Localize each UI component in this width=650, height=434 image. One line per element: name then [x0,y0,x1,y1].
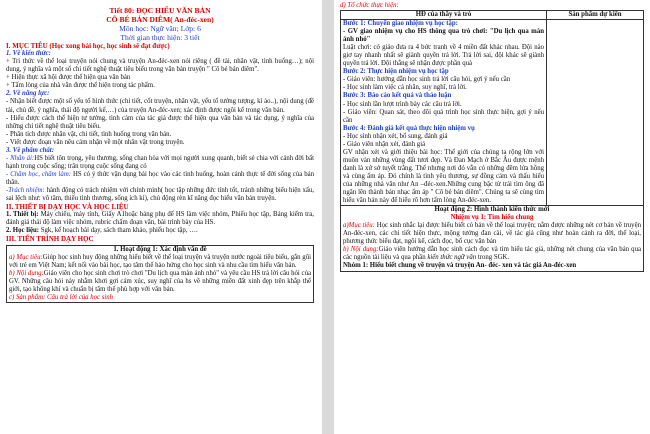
equipment-item [6,211,314,227]
quality-item [6,155,314,171]
duration: Thời gian thực hiện: 3 tiết [120,33,200,42]
quality-item [6,187,314,203]
competence-item: - Hiểu được cách thể hiện tư tưởng, tình cảm của tác giả được thể hiện qua văn bản và tác dụng, ý nghĩa của những chi tiết nghệ thuật tiêu biểu. [6,114,314,130]
objective-label: a) Mục tiêu: [9,253,43,261]
activities-cell [341,20,547,206]
materials-item [6,227,314,235]
quality-text: hành động có trách nhiệm với chính mình( học tập những đức tính tốt, tránh những biểu hiện xấu, sai lệch như: vô tâm, thiếu tình thương, sống ích kỉ), chủ động rèn kĩ năng đọc hiểu văn bản truyện. [6,187,314,203]
table-row [341,206,644,271]
page-left [0,0,322,434]
step-line: - Giáo viên: hướng dẫn học sinh trả lời câu hỏi, gợi ý nếu cần [343,76,511,84]
section-objectives: I. MỤC TIÊU (Học xong bài học, học sinh sẽ đạt được) [6,42,170,50]
lesson-title: Tiết 80: ĐỌC HIỂU VĂN BẢN [109,6,211,15]
step-line: - GV giao nhiệm vụ cho HS thông qua trò chơi: "Du lịch qua màn ảnh nhỏ" [343,28,545,44]
step-line: - Giáo viên nhận xét, đánh giá [343,140,426,148]
step-heading: Bước 1: Chuyển giao nhiệm vụ học tập: [343,20,458,28]
activity-2-title: Hoạt động 2: Hình thành kiến thức mới [434,206,550,214]
task-1-title: Nhiệm vụ 1: Tìm hiểu chung [450,214,534,222]
step-heading: Bước 4: Đánh giá kết quả thực hiện nhiệm vụ [343,124,475,132]
activity-2-cell [341,206,644,271]
products-cell [547,20,644,206]
knowledge-item: + Tri thức về thể loại truyện nói chung và truyện An-đéc-xen nói riêng ( đề tài, nhân vật, tình huống…); nội dung, ý nghĩa và một số chi tiết nghệ thuật tiêu biểu trong văn bản truyện " Cô bé bán diêm". [6,58,314,74]
knowledge-heading: 1. Về kiến thức: [6,50,51,58]
table-header-row [341,11,644,20]
group-1-task: Nhóm 1: Hiểu biết chung về truyện và truyện An- đéc- xen và tác giả An-đéc-xen [343,262,577,270]
lesson-title-block [6,6,314,42]
table-row [341,20,644,206]
page-right [334,0,650,434]
step-heading: Bước 3: Báo cáo kết quả và thảo luận [343,92,452,100]
activity-1-content [9,270,311,294]
equipment-text: Máy chiếu, máy tính, Giấy A1hoặc bảng phụ để HS làm việc nhóm, Phiếu học tập, Bảng kiểm tra, đánh giá thái độ làm việc nhóm, rubric chấm đoạn văn, bài trình bày của HS. [6,211,314,227]
competence-heading: 2. Về năng lực: [6,90,50,98]
content-text: Giáo viên hướng dẫn học sinh cách đọc và tìm hiểu tác giả, những nét chung của văn bản qua các nguồn tài liệu và qua phần [343,246,641,262]
quality-item [6,171,314,187]
section-process: III. TIẾN TRÌNH DẠY HỌC [6,235,94,244]
competence-item: - Phân tích được nhân vật, chi tiết, tình huống trong văn bản. [6,130,172,138]
quality-label: - Chăm học, chăm làm: [6,170,71,178]
objective-text: Học sinh nhắc lại được hiểu biết có bản về thể loại truyện; nắm được những nét cơ bản về truyện An-đéc-xen, các chi tiết hiện thực, mộng tưởng đan cài, về tác giả cũng như hoàn cảnh ra đời, thể loại, phương thức biểu đạt, ngôi kể, cách đọc, bố cục văn bản [343,222,641,246]
section-equipment: II. THIẾT BỊ DẠY HỌC VÀ HỌC LIỆU [6,203,129,212]
step-line: - Học sinh lần lượt trình bày các câu trả lời. [343,100,462,108]
materials-text: Sgk, kế hoạch bài dạy, sách tham khảo, phiếu học tập, …. [39,227,198,235]
activity-1-title: 1. Hoạt động 1: Xác định vấn đề [113,245,207,253]
objective-label: a)Mục tiêu: [343,222,375,230]
content-tail: trong SGK. [476,254,510,262]
knowledge-item: + Hiện thực xã hội được thể hiện qua văn bản [6,74,131,82]
header-activities: HĐ của thầy và trò [341,11,547,20]
activity-2-objective [343,222,641,246]
activity-1-box [6,245,314,303]
lesson-plan-table [340,10,644,272]
quality-heading: 3. Về phẩm chất: [6,146,54,154]
quality-text: HS có ý thức vận dụng bài học vào các tình huống, hoàn cảnh thực tế đời sống của bản thân. [6,170,315,186]
competence-item: - Nhận biết được một số yếu tố hình thức (chi tiết, cốt truyện, nhân vật, yếu tố tưởng tượng, kì ảo..), nội dung (đề tài, chủ đề, ý nghĩa, thái độ người kể,…) của truyện An-đéc-xen; xác định được ngôi kể trong văn bản. [6,98,314,114]
step-line: - Học sinh nhận xét, bổ sung, đánh giá [343,132,448,140]
header-products: Sản phẩm dự kiến [547,11,644,20]
step-line: Luật chơi: có giáo đưa ra 4 bức tranh về 4 miền đất khác nhau. Đội nào giơ tay nhanh nhất sẽ giành quyền trả lời. Trả lời sai, đội khác sẽ giành quyền trả lời. Đội thắng sẽ nhận được phần quà [343,44,545,68]
knowledge-item: + Tấm lòng của nhà văn được thể hiện trong tác phẩm. [6,82,155,90]
equipment-label: 1. Thiết bị: [6,211,39,219]
competence-item: - Viết được đoạn văn nêu cảm nhận về một nhân vật trong truyện. [6,138,185,146]
quality-text: HS biết tôn trọng, yêu thương, sống chan hòa với mọi người xung quanh, biết sẻ chia với cảnh đời bất hạnh trong cuộc sống; trân trọng cuộc sống đang có [6,154,314,170]
content-text: Giáo viên cho học sinh chơi trò chơi "Du lịch qua màn ảnh nhỏ" và yêu cầu HS trả lời câu hỏi của GV. Những câu hỏi này nhằm khơi gợi cảm xúc, suy nghĩ của hs về những miền đất xinh đẹp trên khắp thế giới, tạo không khí và chuẩn bị tâm thế phù hợp với văn bản. [9,269,311,293]
objective-text: Giúp học sinh huy động những hiểu biết về thể loại truyện và truyện nước ngoài tiêu biểu, gắn gũi với trẻ em Việt Nam; kết nối vào bài học, tạo tâm thế hào hứng cho học sinh và nhu cầu tìm hiểu văn bản. [9,253,311,269]
step-line: - Học sinh làm việc cá nhân, suy nghĩ, trả lời. [343,84,467,92]
organization-label: d) Tổ chức thực hiện: [340,2,399,9]
quality-label: -Trách nhiệm: [6,187,45,194]
content-italic: kiến thức ngữ văn [427,254,477,262]
subject-grade: Môn học: Ngữ văn; Lớp: 6 [119,24,201,33]
activity-1-product: c) Sản phẩm: Câu trả lời của học sinh [9,293,114,301]
content-label: b) Nội dung: [343,246,379,254]
step-line: - Giáo viên: Quan sát, theo dõi quá trình học sinh thực hiện, gợi ý nếu cần [343,108,545,124]
lesson-text-name: CÔ BÉ BÁN DIÊM( An-đéc-xen) [106,15,214,24]
materials-label: 2. Học liệu: [6,227,40,235]
quality-label: - Nhân ái: [6,154,35,162]
step-line: GV nhận xét và giới thiệu bài học: Thế giới của chúng ta rộng lớn với muôn vàn những vùng đất tươi đẹp. Và Đan Mạch ở Bắc Âu được mệnh danh là xứ sở tuyết trắng. Thế nhưng nơi đó vẫn có những đêm lửa hồng và cùng ấm áp. Đó chính là tình yêu thương, sự đồng cảm và thấu hiểu của những nhà văn như An –đéc-xen.Những cung bậc từ trái tim ông đã ngân lên thành bản nhạc ấm áp " Cô bé bán diêm". Chúng ta sẽ cùng tìm hiểu văn bản này để hiểu rõ hơn tấm lòng An-đéc-xen. [343,148,545,205]
content-label: b) Nội dung: [9,269,44,277]
step-heading: Bước 2: Thực hiện nhiệm vụ học tập [343,68,449,76]
activity-1-objective [9,254,311,270]
page-gap [322,0,334,434]
activity-2-content [343,246,641,262]
